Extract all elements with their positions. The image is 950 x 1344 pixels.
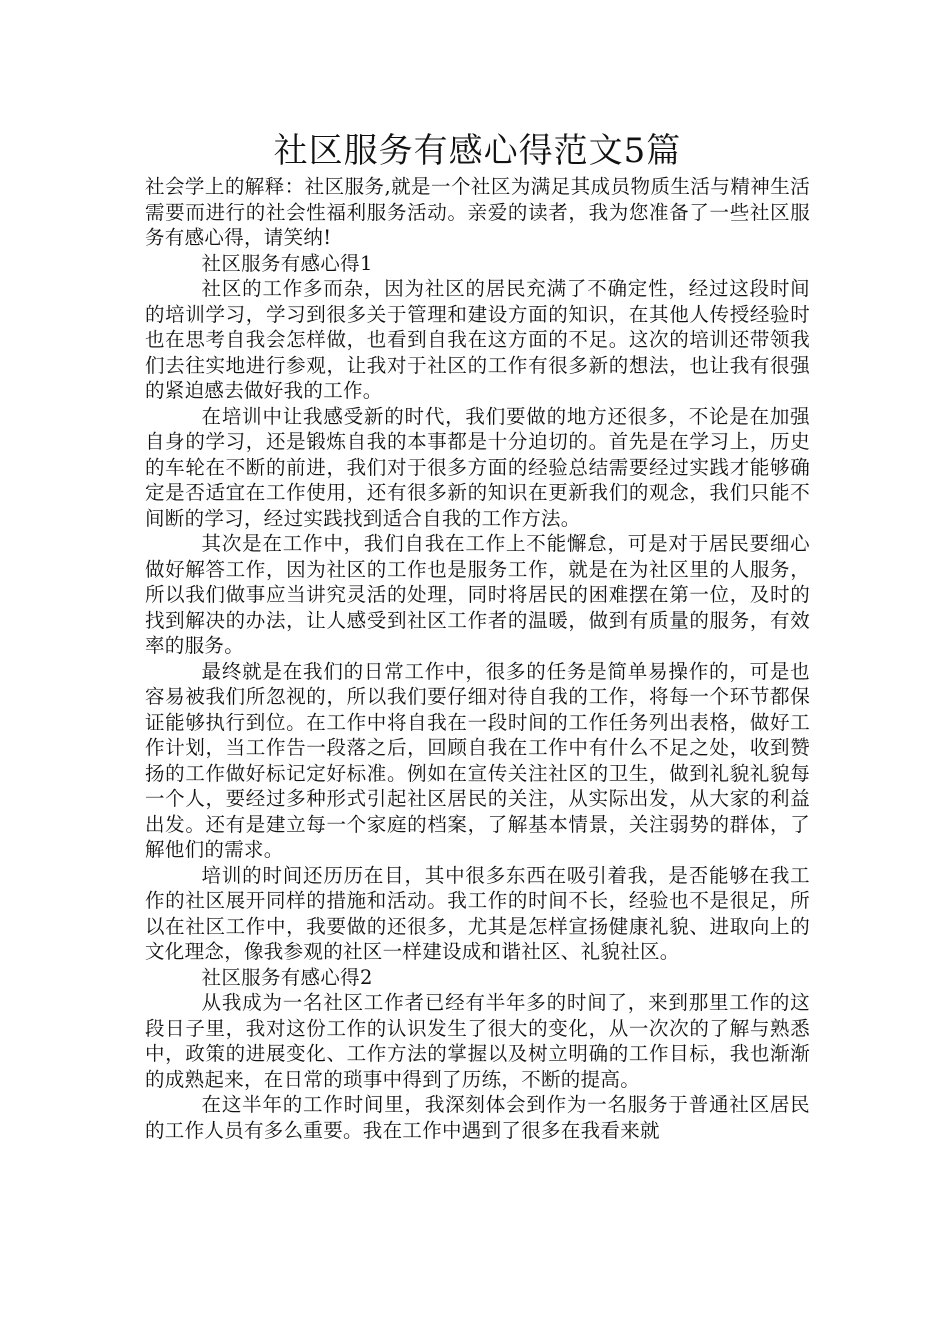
section-heading-2: 社区服务有感心得2	[201, 965, 373, 989]
document-page	[145, 128, 810, 1143]
body-paragraph: 最终就是在我们的日常工作中，很多的任务是简单易操作的，可是也容易被我们所忽视的，所以我们要仔细对待自我的工作，将每一个环节都保证能够执行到位。在工作中将自我在一段时间的工作任务列出表格，做好工作计划，当工作告一段落之后，回顾自我在工作中有什么不足之处，收到赞扬的工作做好标记定好标准。例如在宣传关注社区的卫生，做到礼貌礼貌每一个人，要经过多种形式引起社区居民的关注，从实际出发，从大家的利益出发。还有是建立每一个家庭的档案，了解基本情景，关注弱势的群体，了解他们的需求。	[145, 659, 810, 861]
body-paragraph: 在这半年的工作时间里，我深刻体会到作为一名服务于普通社区居民的工作人员有多么重要。我在工作中遇到了很多在我看来就	[145, 1093, 810, 1142]
intro-paragraph: 社会学上的解释：社区服务,就是一个社区为满足其成员物质生活与精神生活需要而进行的社会性福利服务活动。亲爱的读者，我为您准备了一些社区服务有感心得，请笑纳!	[145, 175, 810, 249]
section-heading-1: 社区服务有感心得1	[201, 251, 373, 275]
body-paragraph: 其次是在工作中，我们自我在工作上不能懈怠，可是对于居民要细心做好解答工作，因为社区的工作也是服务工作，就是在为社区里的人服务，所以我们做事应当讲究灵活的处理，同时将居民的困难摆在第一位，及时的找到解决的办法，让人感受到社区工作者的温暖，做到有质量的服务，有效率的服务。	[145, 532, 810, 657]
body-paragraph: 社区的工作多而杂，因为社区的居民充满了不确定性，经过这段时间的培训学习，学习到很多关于管理和建设方面的知识，在其他人传授经验时也在思考自我会怎样做，也看到自我在这方面的不足。这次的培训还带领我们去往实地进行参观，让我对于社区的工作有很多新的想法，也让我有很强的紧迫感去做好我的工作。	[145, 277, 810, 402]
document-body	[145, 174, 810, 1143]
body-paragraph: 在培训中让我感受新的时代，我们要做的地方还很多，不论是在加强自身的学习，还是锻炼自我的本事都是十分迫切的。首先是在学习上，历史的车轮在不断的前进，我们对于很多方面的经验总结需要经过实践才能够确定是否适宜在工作使用，还有很多新的知识在更新我们的观念，我们只能不间断的学习，经过实践找到适合自我的工作方法。	[145, 404, 810, 530]
body-paragraph: 培训的时间还历历在目，其中很多东西在吸引着我，是否能够在我工作的社区展开同样的措施和活动。我工作的时间不长，经验也不是很足，所以在社区工作中，我要做的还很多，尤其是怎样宣扬健康礼貌、进取向上的文化理念，像我参观的社区一样建设成和谐社区、礼貌社区。	[145, 863, 810, 963]
body-paragraph: 从我成为一名社区工作者已经有半年多的时间了，来到那里工作的这段日子里，我对这份工作的认识发生了很大的变化，从一次次的了解与熟悉中，政策的进展变化、工作方法的掌握以及树立明确的工作目标，我也渐渐的成熟起来，在日常的琐事中得到了历练，不断的提高。	[145, 991, 810, 1091]
document-title: 社区服务有感心得范文5篇	[273, 131, 682, 171]
